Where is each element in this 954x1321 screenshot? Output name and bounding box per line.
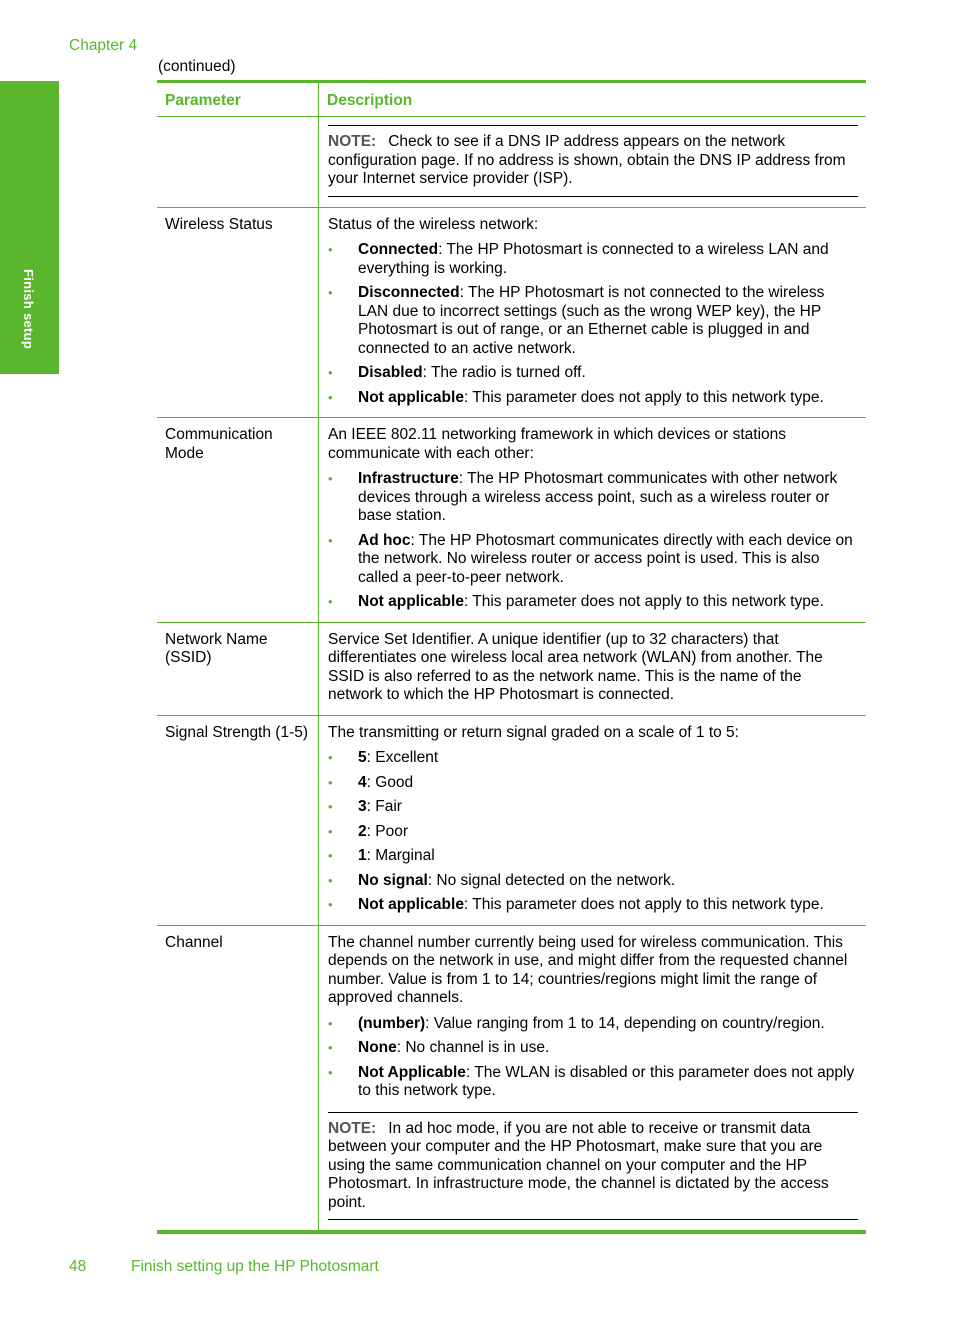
param-communication-mode: Communication Mode — [157, 418, 319, 623]
param-cell — [157, 117, 319, 208]
item-term: Infrastructure — [358, 470, 459, 487]
bullet-icon: • — [328, 242, 333, 257]
list-item — [328, 749, 858, 768]
item-text: : The HP Photosmart communicates directly with each device on the network. No wireless router or access point is used. This is also called a peer-to-peer network. — [358, 531, 853, 586]
bullet-icon: • — [328, 365, 333, 380]
description-cell — [319, 418, 867, 623]
item-text: : The HP Photosmart is not connected to the wireless LAN due to incorrect settings (such as the wrong WEP key), the HP Photosmart is out of range, or an Ethernet cable is plugged in and connected to an active network. — [358, 284, 825, 357]
item-text: : This parameter does not apply to this network type. — [463, 593, 824, 610]
list-item — [328, 1064, 858, 1101]
item-term: (number) — [358, 1014, 426, 1032]
item-text: : No signal detected on the network. — [427, 871, 676, 889]
item-term: Disconnected — [358, 284, 460, 301]
item-text: : Excellent — [366, 749, 439, 766]
description-intro: An IEEE 802.11 networking framework in which devices or stations communicate with each other: — [328, 426, 787, 462]
item-term: 2 — [358, 822, 367, 840]
description-cell — [319, 207, 867, 418]
list-item — [328, 364, 858, 383]
bullet-icon: • — [328, 799, 333, 814]
item-text: : Value ranging from 1 to 14, depending on country/region. — [425, 1014, 825, 1032]
bullet-icon: • — [328, 594, 333, 609]
item-term: Not applicable — [358, 388, 464, 406]
item-term: Disabled — [358, 364, 423, 381]
description-intro: Status of the wireless network: — [328, 215, 539, 233]
bullet-list — [328, 749, 858, 915]
description-cell — [319, 715, 867, 925]
table-row — [157, 715, 866, 925]
param-network-name: Network Name (SSID) — [157, 622, 319, 715]
list-item — [328, 847, 858, 866]
item-text: : The radio is turned off. — [422, 364, 586, 381]
column-header-description: Description — [319, 82, 867, 117]
note-label: NOTE: — [328, 1119, 377, 1137]
side-tab — [0, 81, 59, 374]
item-text: : Poor — [366, 822, 408, 840]
footer-title: Finish setting up the HP Photosmart — [131, 1258, 379, 1275]
bullet-icon: • — [328, 774, 333, 790]
note-text: In ad hoc mode, if you are not able to receive or transmit data between your computer and the HP Photosmart, make sure that you are using the same communication channel on your computer and the HP Photosmart. In infrastructure mode, the channel is dictated by the access point. — [328, 1119, 829, 1211]
bullet-list — [328, 470, 858, 612]
item-term: No signal — [358, 871, 428, 889]
list-item — [328, 1015, 858, 1034]
table-row — [157, 622, 866, 715]
page-number: 48 — [69, 1258, 87, 1275]
item-text: : This parameter does not apply to this network type. — [463, 896, 824, 913]
list-item — [328, 896, 858, 915]
item-term: Ad hoc — [358, 531, 411, 549]
table-row — [157, 207, 866, 418]
bullet-icon: • — [328, 285, 333, 300]
description-cell — [319, 117, 867, 208]
param-signal-strength: Signal Strength (1-5) — [157, 715, 319, 925]
column-header-parameter: Parameter — [157, 82, 319, 117]
list-item — [328, 389, 858, 408]
chapter-label: Chapter 4 — [69, 37, 138, 54]
continued-label: (continued) — [158, 58, 236, 75]
ad-hoc-note — [328, 1112, 858, 1221]
item-text: : This parameter does not apply to this network type. — [463, 388, 824, 406]
item-text: : Marginal — [366, 847, 435, 864]
list-item — [328, 798, 858, 817]
list-item — [328, 593, 858, 612]
parameter-table — [157, 80, 866, 1234]
note-label: NOTE: — [328, 133, 377, 150]
list-item — [328, 774, 858, 793]
list-item — [328, 532, 858, 588]
side-tab-label: Finish setup — [21, 269, 36, 350]
item-term: Not applicable — [358, 896, 464, 913]
item-text: : No channel is in use. — [396, 1039, 550, 1056]
list-item — [328, 823, 858, 842]
item-term: Connected — [358, 241, 439, 258]
item-term: Not Applicable — [358, 1063, 466, 1081]
description-intro: The channel number currently being used for wireless communication. This depends on the network in use, and might differ from the requested channel number. Value is from 1 to 14; countries/regions might limit the range of approved channels. — [328, 933, 848, 1006]
item-term: 5 — [358, 749, 367, 766]
list-item — [328, 1039, 858, 1058]
list-item — [328, 872, 858, 891]
param-channel: Channel — [157, 925, 319, 1232]
table-row — [157, 418, 866, 623]
bullet-icon: • — [328, 872, 333, 888]
item-text: : Good — [366, 773, 414, 791]
item-text: : Fair — [366, 798, 402, 815]
list-item — [328, 284, 858, 358]
dns-note — [328, 125, 858, 197]
bullet-icon: • — [328, 532, 333, 548]
bullet-icon: • — [328, 1015, 333, 1031]
bullet-icon: • — [328, 750, 333, 765]
description-cell — [319, 925, 867, 1232]
bullet-list — [328, 1015, 858, 1101]
bullet-icon: • — [328, 1064, 333, 1080]
description-intro: The transmitting or return signal graded on a scale of 1 to 5: — [328, 723, 739, 741]
description-cell — [319, 622, 867, 715]
item-term: Not applicable — [358, 593, 464, 610]
bullet-icon: • — [328, 823, 333, 839]
bullet-list — [328, 241, 858, 407]
param-wireless-status: Wireless Status — [157, 207, 319, 418]
bullet-icon: • — [328, 1040, 333, 1055]
item-text: : The HP Photosmart is connected to a wireless LAN and everything is working. — [358, 241, 829, 277]
table-row — [157, 117, 866, 208]
item-term: 1 — [358, 847, 367, 864]
bullet-icon: • — [328, 848, 333, 863]
table-row — [157, 925, 866, 1232]
bullet-icon: • — [328, 471, 333, 486]
bullet-icon: • — [328, 389, 333, 405]
list-item — [328, 241, 858, 278]
item-term: 4 — [358, 773, 367, 791]
note-text: Check to see if a DNS IP address appears on the network configuration page. If no address is shown, obtain the DNS IP address from your Internet service provider (ISP). — [328, 133, 846, 187]
item-term: 3 — [358, 798, 367, 815]
item-text: : The HP Photosmart communicates with other network devices through a wireless access point, such as a wireless router or base station. — [358, 470, 838, 524]
bullet-icon: • — [328, 897, 333, 912]
item-term: None — [358, 1039, 397, 1056]
description-text: Service Set Identifier. A unique identifier (up to 32 characters) that differentiates one wireless local area network (WLAN) from another. The SSID is also referred to as the network name. This is the name of the network to which the HP Photosmart is connected. — [328, 630, 823, 703]
item-text: : The WLAN is disabled or this parameter does not apply to this network type. — [358, 1063, 855, 1099]
list-item — [328, 470, 858, 526]
